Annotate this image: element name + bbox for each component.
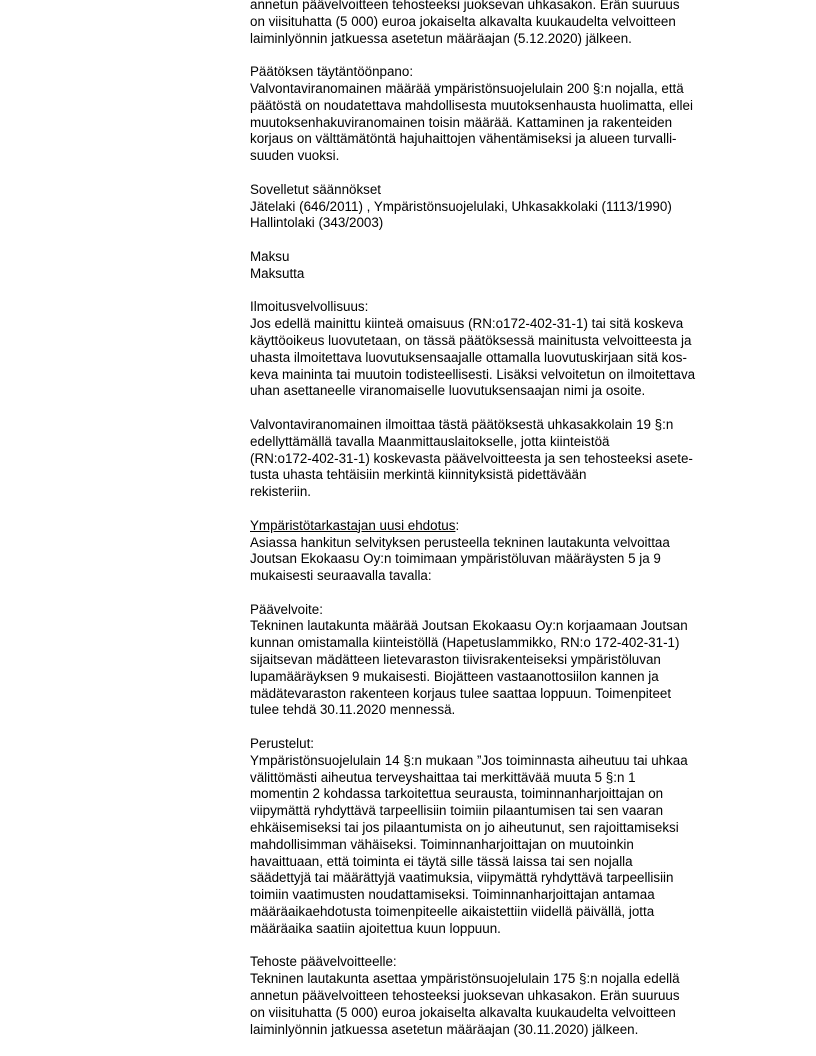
paragraph-line: momentin 2 kohdassa tarkoitettua seurausta, toiminnanharjoittajan on — [250, 786, 664, 802]
paragraph-line: määräaika saatiin ajoitettua kuun loppuun. — [250, 920, 501, 936]
section-heading: Päätöksen täytäntöönpano: — [250, 64, 414, 80]
document-section — [250, 0, 750, 47]
paragraph-line: uhan asettaneelle viranomaiselle luovutuksensaajan nimi ja osoite. — [250, 383, 646, 399]
section-heading-suffix: : — [455, 517, 460, 533]
section-heading: Sovelletut säännökset — [250, 181, 382, 197]
paragraph-line: uhasta ilmoitettava luovutuksensaajalle ottamalla luovutuskirjaan sitä kos- — [250, 349, 687, 365]
paragraph-line: laiminlyönnin jatkuessa asetetun määräajan (5.12.2020) jälkeen. — [250, 30, 632, 46]
paragraph-line: Ympäristönsuojelulain 14 §:n mukaan ”Jos toiminnasta aiheutuu tai uhkaa — [250, 752, 688, 768]
paragraph-line: on viisituhatta (5 000) euroa jokaiselta alkavalta kuukaudelta velvoitteen — [250, 1004, 676, 1020]
paragraph-line: Tekninen lautakunta määrää Joutsan Ekokaasu Oy:n korjaamaan Joutsan — [250, 618, 688, 634]
paragraph-line: Joutsan Ekokaasu Oy:n toimimaan ympäristöluvan määräysten 5 ja 9 — [250, 551, 661, 567]
section-heading: Maksu — [250, 248, 290, 264]
paragraph-line: käyttöoikeus luovutetaan, on tässä päätöksessä mainitusta velvoitteesta ja — [250, 332, 692, 348]
paragraph-line: rekisteriin. — [250, 484, 312, 500]
paragraph-line: Hallintolaki (343/2003) — [250, 215, 384, 231]
document-section — [250, 299, 750, 400]
section-heading: Tehoste päävelvoitteelle: — [250, 954, 397, 970]
paragraph-line: suuden vuoksi. — [250, 148, 340, 164]
paragraph-line: korjaus on välttämätöntä hajuhaittojen vähentämiseksi ja alueen turvalli- — [250, 131, 677, 147]
paragraph-line: välittömästi aiheutua terveyshaittaa tai merkittävää muuta 5 §:n 1 — [250, 769, 636, 785]
paragraph-line: tusta uhasta tehtäisiin merkintä kiinnityksistä pidettävään — [250, 467, 587, 483]
document-section — [250, 64, 750, 165]
paragraph-line: ehkäisemiseksi tai jos pilaantumista on jo aiheutunut, sen rajoittamiseksi — [250, 820, 679, 836]
paragraph-line: mädätevaraston rakenteen korjaus tulee saattaa loppuun. Toimenpiteet — [250, 685, 672, 701]
paragraph-line: mahdollisimman vähäiseksi. Toiminnanharjoittajan on muutoinkin — [250, 836, 634, 852]
paragraph-line: Asiassa hankitun selvityksen perusteella tekninen lautakunta velvoittaa — [250, 534, 670, 550]
paragraph-line: keva maininta tai muutoin todisteellisesti. Lisäksi velvoitetun on ilmoitettava — [250, 366, 696, 382]
paragraph-line: laiminlyönnin jatkuessa asetetun määräajan (30.11.2020) jälkeen. — [250, 1021, 639, 1037]
document-section — [250, 518, 750, 585]
paragraph-line: säädettyjä tai määrättyjä vaatimuksia, viipymättä ryhdyttävä tarpeellisiin — [250, 870, 674, 886]
paragraph-line: (RN:o172-402-31-1) koskevasta päävelvoitteesta ja sen tehosteeksi asete- — [250, 450, 693, 466]
document-section — [250, 182, 750, 232]
paragraph-line: päätöstä on noudatettava mahdollisesta muutoksenhausta huolimatta, ellei — [250, 97, 693, 113]
paragraph-line: muutoksenhakuviranomainen toisin määrää. Kattaminen ja rakenteiden — [250, 114, 673, 130]
document-page — [250, 0, 750, 1055]
paragraph-line: on viisituhatta (5 000) euroa jokaiselta alkavalta kuukaudelta velvoitteen — [250, 13, 676, 29]
paragraph-line: edellyttämällä tavalla Maanmittauslaitokselle, jotta kiinteistöä — [250, 433, 610, 449]
document-section — [250, 602, 750, 720]
paragraph-line: määräaikaehdotusta toimenpiteelle aikaistettiin viidellä päivällä, jotta — [250, 904, 655, 920]
paragraph-line: sijaitsevan mädätteen lietevaraston tiivisrakenteiseksi ympäristöluvan — [250, 652, 661, 668]
paragraph-line: toimiin vaatimusten noudattamiseksi. Toiminnanharjoittajan antamaa — [250, 887, 655, 903]
paragraph-line: annetun päävelvoitteen tehosteeksi juoksevan uhkasakon. Erän suuruus — [250, 0, 680, 12]
paragraph-line: lupamääräyksen 9 mukaisesti. Biojätteen vastaanottosiilon kannen ja — [250, 668, 659, 684]
paragraph-line: Tekninen lautakunta asettaa ympäristönsuojelulain 175 §:n nojalla edellä — [250, 971, 680, 987]
section-heading-text: Ympäristötarkastajan uusi ehdotus — [250, 517, 456, 533]
section-heading: Päävelvoite: — [250, 601, 323, 617]
paragraph-line: viipymättä ryhdyttävä tarpeellisiin toimiin pilaantumisen tai sen vaaran — [250, 803, 664, 819]
document-section — [250, 417, 750, 501]
paragraph-line: kunnan omistamalla kiinteistöllä (Hapetuslammikko, RN:o 172-402-31-1) — [250, 635, 680, 651]
paragraph-line: mukaisesti seuraavalla tavalla: — [250, 568, 432, 584]
paragraph-line: havaittuaan, että toiminta ei täytä sille tässä laissa tai sen nojalla — [250, 853, 633, 869]
document-section — [250, 249, 750, 283]
document-section — [250, 954, 750, 1038]
paragraph-line: Maksutta — [250, 265, 305, 281]
paragraph-line: Jos edellä mainittu kiinteä omaisuus (RN:o172-402-31-1) tai sitä koskeva — [250, 316, 684, 332]
document-section — [250, 736, 750, 938]
section-heading: Perustelut: — [250, 736, 315, 752]
paragraph-line: Valvontaviranomainen ilmoittaa tästä päätöksestä uhkasakkolain 19 §:n — [250, 416, 674, 432]
paragraph-line: Valvontaviranomainen määrää ympäristönsuojelulain 200 §:n nojalla, että — [250, 80, 684, 96]
paragraph-line: annetun päävelvoitteen tehosteeksi juoksevan uhkasakon. Erän suuruus — [250, 988, 680, 1004]
paragraph-line: Jätelaki (646/2011) , Ympäristönsuojelulaki, Uhkasakkolaki (1113/1990) — [250, 198, 672, 214]
section-heading: Ilmoitusvelvollisuus: — [250, 299, 369, 315]
section-heading — [250, 518, 750, 535]
paragraph-line: tulee tehdä 30.11.2020 mennessä. — [250, 702, 456, 718]
